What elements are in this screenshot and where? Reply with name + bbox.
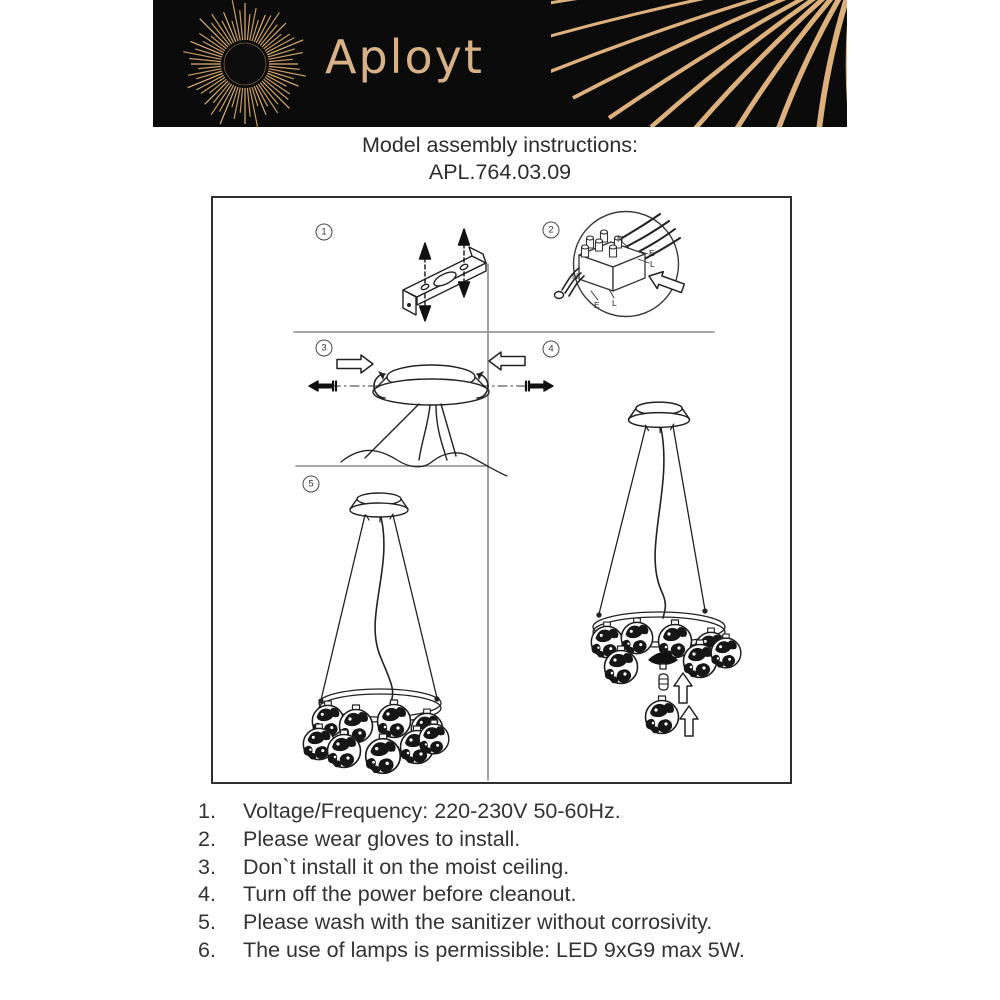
item-text: Please wear gloves to install. bbox=[243, 826, 521, 851]
item-number: 5. bbox=[198, 910, 216, 935]
step1-bracket-diagram bbox=[403, 229, 486, 321]
item-number: 4. bbox=[198, 882, 216, 907]
wire-label-l-out: L bbox=[612, 298, 617, 308]
insert-bulb-arrow bbox=[674, 673, 692, 703]
page-title: Model assembly instructions: bbox=[361, 133, 639, 157]
brand-name: Aployt bbox=[325, 30, 484, 84]
item-text: Don`t install it on the moist ceiling. bbox=[243, 854, 570, 879]
list-item bbox=[198, 937, 745, 965]
attach-shade-arrow bbox=[680, 706, 698, 736]
step-4-badge: 4 bbox=[543, 341, 560, 358]
title-block bbox=[0, 132, 1000, 186]
panel-dividers bbox=[294, 264, 714, 780]
step-1-badge: 1 bbox=[316, 224, 333, 241]
wire-label-l-in: L bbox=[650, 259, 655, 269]
wire-label-n-out: N bbox=[572, 271, 579, 281]
wire-label-n-in: N bbox=[617, 234, 624, 244]
list-item bbox=[198, 881, 745, 909]
item-number: 2. bbox=[198, 826, 216, 851]
step4-install-diagram bbox=[591, 402, 741, 736]
item-text: Turn off the power before cleanout. bbox=[243, 882, 577, 907]
step-3-badge: 3 bbox=[316, 340, 333, 357]
wire-label-e-out: E bbox=[594, 300, 600, 310]
list-item bbox=[198, 854, 745, 882]
step2-wiring-diagram bbox=[555, 212, 686, 317]
list-item bbox=[198, 826, 745, 854]
wire-label-e-in: E bbox=[649, 248, 655, 258]
step-5-badge: 5 bbox=[303, 476, 320, 493]
item-text: Please wash with the sanitizer without corrosivity. bbox=[243, 910, 713, 935]
item-text: Voltage/Frequency: 220-230V 50-60Hz. bbox=[243, 799, 621, 823]
brand-banner bbox=[153, 0, 847, 127]
assembly-diagram-box bbox=[211, 196, 792, 784]
sunburst-center-disc bbox=[224, 43, 266, 85]
sunburst-logo-icon bbox=[153, 0, 343, 127]
corner-rays-decoration bbox=[551, 0, 847, 127]
model-number: APL.764.03.09 bbox=[428, 160, 572, 184]
list-item bbox=[198, 909, 745, 937]
detached-shade bbox=[646, 696, 679, 734]
step-2-badge: 2 bbox=[543, 222, 560, 239]
item-number: 1. bbox=[198, 799, 216, 823]
step3-canopy-diagram bbox=[309, 352, 553, 476]
item-text: The use of lamps is permissible: LED 9xG9 max 5W. bbox=[243, 937, 745, 962]
step5-chandelier-diagram bbox=[303, 493, 449, 773]
list-item bbox=[198, 798, 745, 826]
assembly-diagrams bbox=[213, 198, 790, 782]
crystal-shades bbox=[303, 700, 449, 773]
item-number: 3. bbox=[198, 854, 216, 879]
instruction-list bbox=[198, 798, 745, 965]
item-number: 6. bbox=[198, 937, 216, 962]
